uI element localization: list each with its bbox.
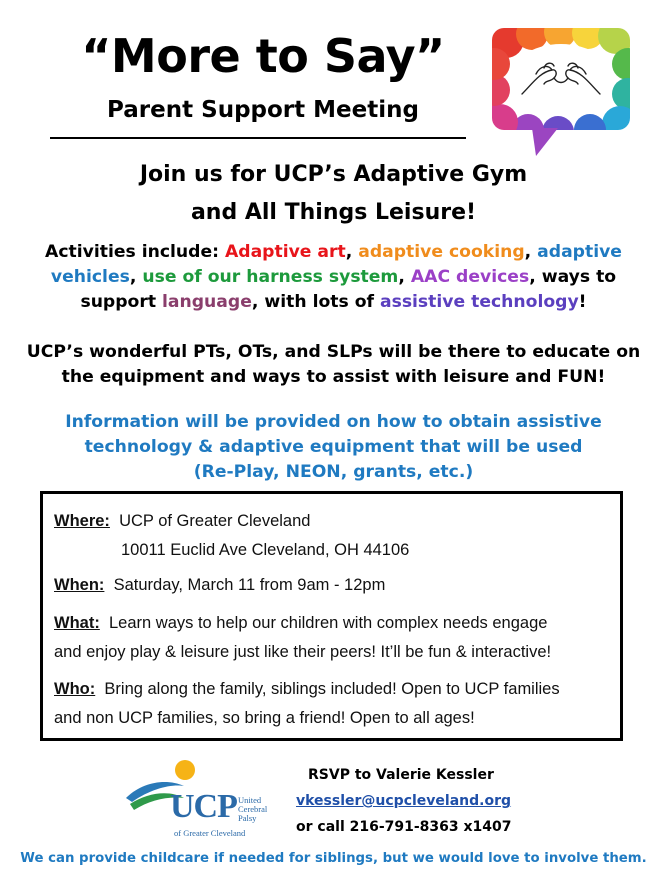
activity-separator: , bbox=[129, 267, 143, 287]
who-row bbox=[54, 675, 619, 704]
logo-side-text bbox=[238, 796, 267, 823]
activity-separator: , bbox=[398, 267, 411, 287]
what-line-2: and enjoy play & leisure just like their peers! It’ll be fun & interactive! bbox=[54, 643, 552, 661]
activity-assistive-technology: assistive technology bbox=[379, 292, 579, 312]
logo-side-2: Cerebral bbox=[238, 804, 268, 814]
activities-mid-text: ways to support bbox=[80, 267, 617, 312]
info-line-1: Information will be provided on how to obtain assistive bbox=[65, 412, 602, 432]
logo-subtext: of Greater Cleveland bbox=[174, 828, 246, 838]
info-paragraph bbox=[20, 410, 647, 485]
rsvp-heading: RSVP to Valerie Kessler bbox=[308, 767, 494, 783]
what-line-1: Learn ways to help our children with complex needs engage bbox=[109, 614, 548, 632]
where-label: Where: bbox=[54, 512, 110, 530]
info-line-3: (Re-Play, NEON, grants, etc.) bbox=[193, 462, 474, 482]
page-title: “More to Say” bbox=[81, 29, 445, 83]
who-line-1: Bring along the family, siblings included! Open to UCP families bbox=[104, 680, 560, 698]
page-subtitle: Parent Support Meeting bbox=[107, 97, 419, 123]
activity-separator: , bbox=[529, 267, 542, 287]
activity-adaptive-cooking: adaptive cooking bbox=[358, 242, 525, 262]
who-label: Who: bbox=[54, 680, 96, 698]
when-row bbox=[54, 571, 619, 600]
activity-harness-system: use of our harness system bbox=[142, 267, 399, 287]
ucp-logo bbox=[122, 758, 272, 840]
where-address: 10011 Euclid Ave Cleveland, OH 44106 bbox=[121, 541, 410, 559]
what-label: What: bbox=[54, 614, 100, 632]
activities-end: ! bbox=[578, 292, 587, 312]
rsvp-email-link[interactable]: vkessler@ucpcleveland.org bbox=[296, 793, 512, 809]
when-label: When: bbox=[54, 576, 105, 594]
activity-separator: , bbox=[345, 242, 359, 262]
activities-paragraph bbox=[20, 240, 647, 315]
childcare-note: We can provide childcare if needed for siblings, but we would love to involve them. bbox=[20, 851, 647, 866]
activity-language: language bbox=[162, 292, 252, 312]
when-value: Saturday, March 11 from 9am - 12pm bbox=[113, 576, 386, 594]
activity-aac-devices: AAC devices bbox=[410, 267, 530, 287]
info-line-2: technology & adaptive equipment that will be used bbox=[84, 437, 583, 457]
headline-line-1: Join us for UCP’s Adaptive Gym bbox=[139, 162, 528, 187]
activity-separator: , bbox=[524, 242, 538, 262]
rsvp-phone: or call 216-791-8363 x1407 bbox=[296, 819, 512, 835]
speech-bubble-icon bbox=[492, 28, 630, 160]
activities-after-language: , with lots of bbox=[251, 292, 380, 312]
where-value: UCP of Greater Cleveland bbox=[119, 512, 311, 530]
what-row bbox=[54, 609, 619, 638]
staff-paragraph: UCP’s wonderful PTs, OTs, and SLPs will be there to educate on the equipment and ways to assist with leisure and FUN! bbox=[26, 342, 641, 387]
activities-intro: Activities include: bbox=[45, 242, 225, 262]
activity-adaptive-art: Adaptive art bbox=[224, 242, 346, 262]
headline-line-2: and All Things Leisure! bbox=[190, 200, 477, 225]
logo-wordmark: UCP bbox=[170, 788, 237, 825]
title-divider bbox=[50, 137, 466, 139]
rsvp-block bbox=[288, 762, 528, 840]
logo-side-3: Palsy bbox=[238, 813, 257, 823]
activity-adaptive-vehicles: adaptive vehicles bbox=[50, 242, 622, 287]
who-line-2: and non UCP families, so bring a friend! Open to all ages! bbox=[54, 709, 475, 727]
logo-side-1: United bbox=[238, 795, 262, 805]
where-row bbox=[54, 507, 619, 536]
event-details-box bbox=[40, 491, 623, 741]
